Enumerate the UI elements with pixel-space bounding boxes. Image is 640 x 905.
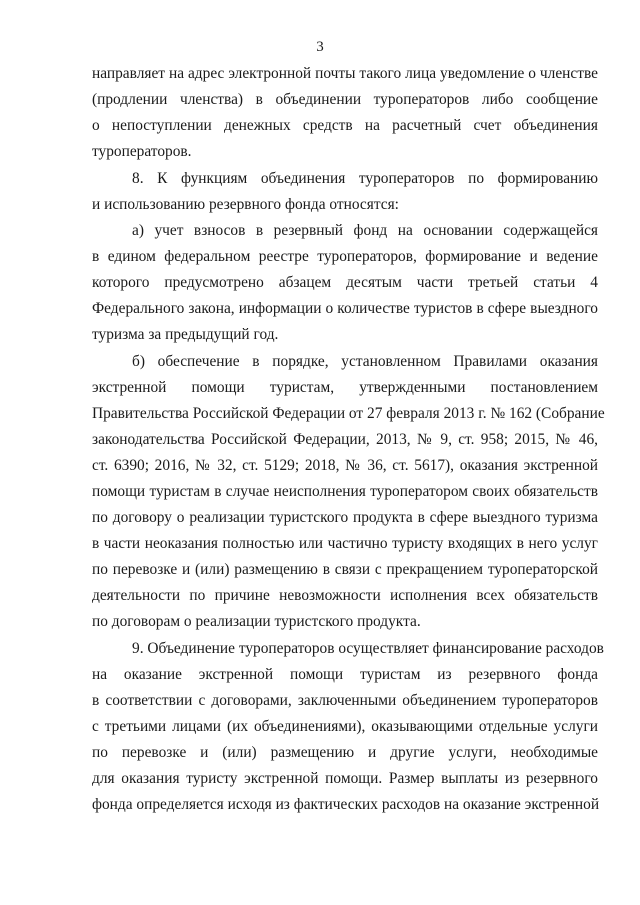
paragraph-9-first-line: 9. Объединение туроператоров осуществляет финансирование расходов	[132, 640, 604, 657]
text-line: туризма за предыдущий год.	[92, 326, 279, 343]
text-line: с третьими лицами (их объединениями), оказывающими отдельные услуги	[92, 718, 598, 735]
text-line: деятельности по причине невозможности исполнения всех обязательств	[92, 587, 598, 604]
text-line: Федерального закона, информации о количестве туристов в сфере выездного	[92, 300, 598, 317]
text-line: по договорам о реализации туристского продукта.	[92, 613, 421, 630]
text-line: для оказания туристу экстренной помощи. Размер выплаты из резервного	[92, 770, 598, 787]
text-line: туроператоров.	[92, 143, 192, 160]
text-line: в соответствии с договорами, заключенными объединением туроператоров	[92, 692, 598, 709]
text-line: (продлении членства) в объединении туроператоров либо сообщение	[92, 91, 598, 108]
paragraph-b-first-line: б) обеспечение в порядке, установленном Правилами оказания	[132, 353, 598, 370]
text-line: направляет на адрес электронной почты такого лица уведомление о членстве	[92, 65, 598, 82]
text-line: ст. 6390; 2016, № 32, ст. 5129; 2018, № 36, ст. 5617), оказания экстренной	[92, 457, 598, 474]
text-line: по договору о реализации туристского продукта в сфере выездного туризма	[92, 509, 598, 526]
text-line: в части неоказания полностью или частично туристу входящих в него услуг	[92, 535, 598, 552]
text-line: Правительства Российской Федерации от 27 февраля 2013 г. № 162 (Собрание	[92, 405, 605, 422]
text-line: законодательства Российской Федерации, 2013, № 9, ст. 958; 2015, № 46,	[92, 431, 598, 448]
paragraph-a-first-line: а) учет взносов в резервный фонд на основании содержащейся	[132, 222, 598, 239]
text-line: на оказание экстренной помощи туристам из резервного фонда	[92, 666, 598, 683]
text-line: которого предусмотрено абзацем десятым части третьей статьи 4	[92, 274, 598, 291]
text-line: и использованию резервного фонда относятся:	[92, 196, 399, 213]
page-number: 3	[316, 39, 324, 55]
text-line: в едином федеральном реестре туроператоров, формирование и ведение	[92, 248, 598, 265]
text-line: экстренной помощи туристам, утвержденными постановлением	[92, 379, 598, 396]
text-line: по перевозке и (или) размещению и другие услуги, необходимые	[92, 744, 598, 761]
paragraph-8-first-line: 8. К функциям объединения туроператоров по формированию	[132, 170, 598, 187]
text-line: по перевозке и (или) размещению в связи с прекращением туроператорской	[92, 561, 598, 578]
text-line: помощи туристам в случае неисполнения туроператором своих обязательств	[92, 483, 598, 500]
text-line: фонда определяется исходя из фактических расходов на оказание экстренной	[92, 796, 600, 813]
text-line: о непоступлении денежных средств на расчетный счет объединения	[92, 117, 598, 134]
